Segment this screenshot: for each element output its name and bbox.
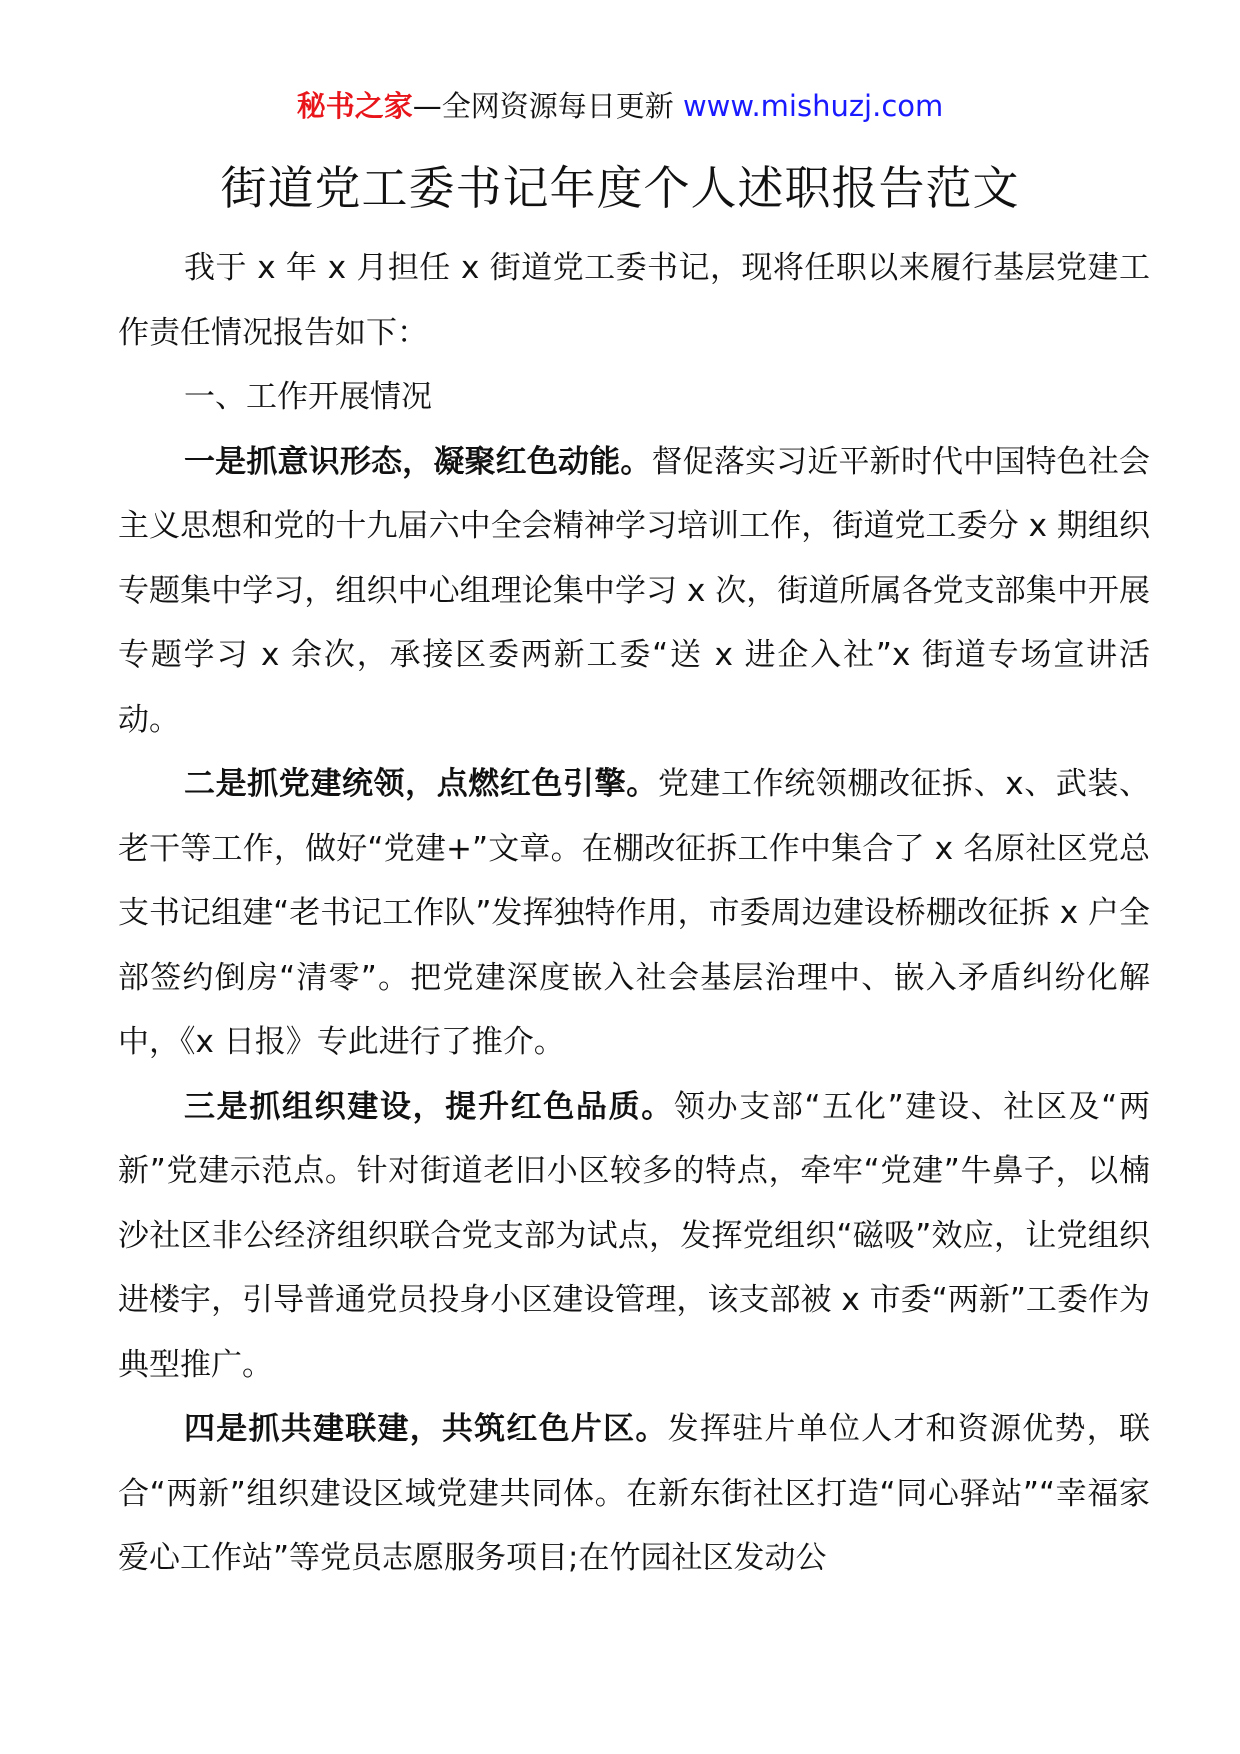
document-body [118,236,1150,1591]
section-heading: 一、工作开展情况 [184,379,432,415]
site-header [0,88,1240,124]
item-text: 督促落实习近平新时代中国特色社会主义思想和党的十九届六中全会精神学习培训工作，街道党工委分 x 期组织专题集中学习，组织中心组理论集中学习 x 次，街道所属各党支部集中开展专题学习 x 余次，承接区委两新工委“送 x 进企入社”x 街道专场宣讲活动。 [118,443,1150,738]
item-lead: 三是抓组织建设，提升红色品质。 [184,1088,674,1125]
item-lead: 四是抓共建联建，共筑红色片区。 [184,1411,668,1447]
item-text: 党建工作统领棚改征拆、x、武装、老干等工作，做好“党建+”文章。在棚改征拆工作中集合了 x 名原社区党总支书记组建“老书记工作队”发挥独特作用，市委周边建设桥棚改征拆 x 户全部签约倒房“清零”。把党建深度嵌入社会基层治理中、嵌入矛盾纠纷化解中，《x 日报》专此进行了推介。 [118,766,1150,1060]
header-tagline: —全网资源每日更新 [412,89,674,123]
intro-paragraph: 我于 x 年 x 月担任 x 街道党工委书记，现将任职以来履行基层党建工作责任情况报告如下： [118,250,1150,351]
item-text: 领办支部“五化”建设、社区及“两新”党建示范点。针对街道老旧小区较多的特点，牵牢“党建”牛鼻子，以楠沙社区非公经济组织联合党支部为试点，发挥党组织“磁吸”效应，让党组织进楼宇，引导普通党员投身小区建设管理，该支部被 x 市委“两新”工委作为典型推广。 [118,1088,1150,1383]
item-paragraph [118,752,1150,1075]
site-url-link[interactable]: www.mishuzj.com [682,89,944,123]
item-paragraph [118,1075,1150,1398]
item-lead: 一是抓意识形态，凝聚红色动能。 [184,443,652,480]
brand-name: 秘书之家 [296,89,413,123]
item-lead: 二是抓党建统领，点燃红色引擎。 [184,766,658,802]
item-paragraph [118,430,1150,753]
document-title: 街道党工委书记年度个人述职报告范文 [220,161,1020,215]
item-paragraph [118,1397,1150,1591]
item-text: 发挥驻片单位人才和资源优势，联合“两新”组织建设区域党建共同体。在新东街社区打造“同心驿站”“幸福家爱心工作站”等党员志愿服务项目;在竹园社区发动公 [118,1411,1151,1576]
